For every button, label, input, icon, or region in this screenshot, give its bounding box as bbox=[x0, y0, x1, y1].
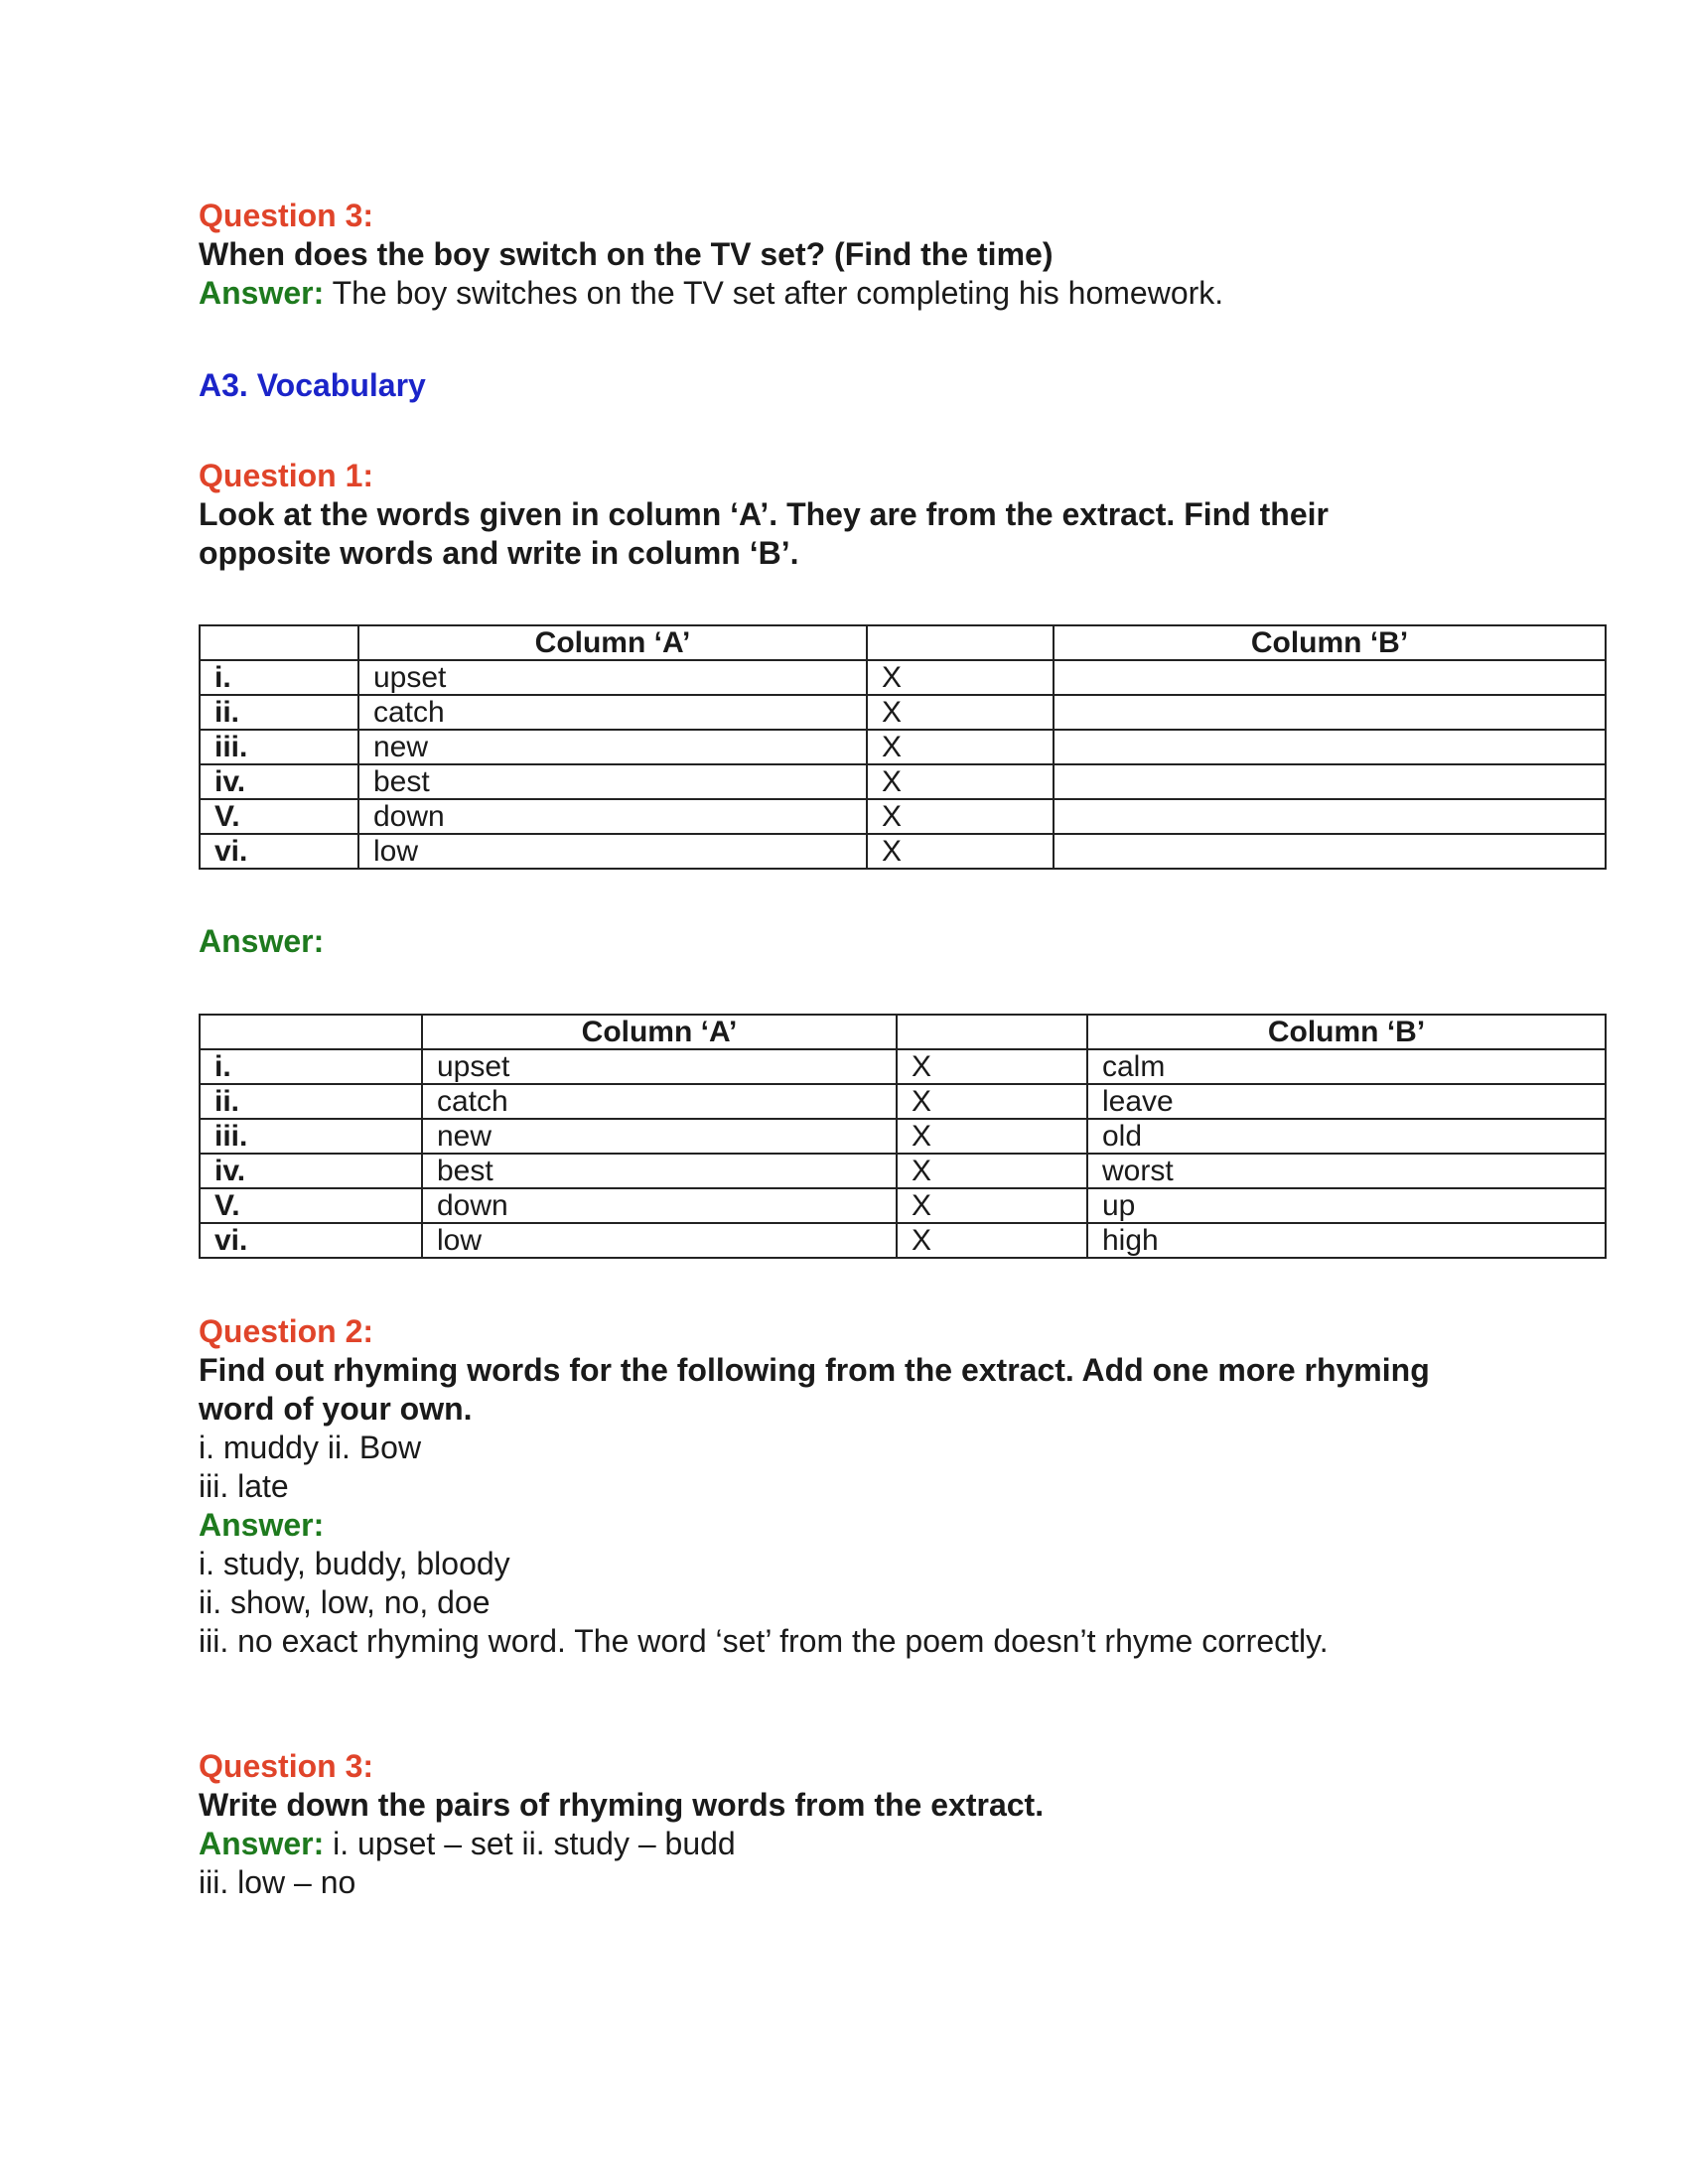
row-number: vi. bbox=[200, 1223, 422, 1258]
opposite-mark: X bbox=[897, 1119, 1087, 1154]
header-cell bbox=[200, 1015, 422, 1049]
opposite-mark: X bbox=[867, 730, 1054, 764]
question-text-line-2: word of your own. bbox=[199, 1391, 473, 1427]
opposite-mark: X bbox=[897, 1084, 1087, 1119]
opposite-mark: X bbox=[867, 695, 1054, 730]
row-number: ii. bbox=[200, 695, 358, 730]
opposite-mark: X bbox=[897, 1154, 1087, 1188]
answer-text: The boy switches on the TV set after completing his homework. bbox=[324, 275, 1224, 311]
column-a-word: low bbox=[358, 834, 867, 869]
opposite-mark: X bbox=[897, 1049, 1087, 1084]
column-a-word: best bbox=[422, 1154, 897, 1188]
section-title: A3. Vocabulary bbox=[199, 367, 426, 403]
table-header-row bbox=[200, 1015, 1606, 1049]
header-column-b: Column ‘B’ bbox=[1054, 625, 1606, 660]
question-label: Question 3: bbox=[199, 1748, 374, 1784]
table-row bbox=[200, 730, 1606, 764]
row-number: iv. bbox=[200, 764, 358, 799]
question-text-line-1: Look at the words given in column ‘A’. They are from the extract. Find their bbox=[199, 496, 1329, 532]
answer-label: Answer: bbox=[199, 1826, 325, 1861]
answer-line-2: iii. low – no bbox=[199, 1864, 356, 1900]
table-row bbox=[200, 1084, 1606, 1119]
row-number: i. bbox=[200, 660, 358, 695]
column-a-word: down bbox=[358, 799, 867, 834]
question-text-line-2: opposite words and write in column ‘B’. bbox=[199, 535, 799, 571]
header-cell bbox=[897, 1015, 1087, 1049]
column-a-word: low bbox=[422, 1223, 897, 1258]
answer-line-1 bbox=[199, 1825, 1589, 1863]
row-number: vi. bbox=[200, 834, 358, 869]
column-a-word: upset bbox=[358, 660, 867, 695]
column-a-word: best bbox=[358, 764, 867, 799]
question-label: Question 3: bbox=[199, 198, 374, 233]
row-number: V. bbox=[200, 799, 358, 834]
opposite-mark: X bbox=[897, 1188, 1087, 1223]
table-row bbox=[200, 799, 1606, 834]
question-text-line-1: Find out rhyming words for the following from the extract. Add one more rhyming bbox=[199, 1352, 1430, 1388]
row-number: iii. bbox=[200, 1119, 422, 1154]
table-header-row bbox=[200, 625, 1606, 660]
answer-table bbox=[199, 1014, 1607, 1259]
answer-line bbox=[199, 274, 1589, 313]
header-column-b: Column ‘B’ bbox=[1087, 1015, 1606, 1049]
question-label: Question 2: bbox=[199, 1313, 374, 1349]
column-b-word bbox=[1054, 660, 1606, 695]
opposite-mark: X bbox=[867, 799, 1054, 834]
column-b-word bbox=[1054, 834, 1606, 869]
column-b-word bbox=[1054, 799, 1606, 834]
header-cell bbox=[867, 625, 1054, 660]
question-text: Write down the pairs of rhyming words from the extract. bbox=[199, 1787, 1045, 1823]
header-cell bbox=[200, 625, 358, 660]
row-number: iii. bbox=[200, 730, 358, 764]
answer-label: Answer: bbox=[199, 1507, 325, 1543]
question-1 bbox=[199, 457, 1589, 573]
question-text: When does the boy switch on the TV set? (Find the time) bbox=[199, 236, 1054, 272]
vocabulary-table bbox=[199, 624, 1607, 870]
row-number: iv. bbox=[200, 1154, 422, 1188]
answer-label: Answer: bbox=[199, 275, 325, 311]
row-number: ii. bbox=[200, 1084, 422, 1119]
column-b-word: high bbox=[1087, 1223, 1606, 1258]
column-b-word: worst bbox=[1087, 1154, 1606, 1188]
column-b-word bbox=[1054, 764, 1606, 799]
column-b-word bbox=[1054, 730, 1606, 764]
header-column-a: Column ‘A’ bbox=[422, 1015, 897, 1049]
column-a-word: new bbox=[422, 1119, 897, 1154]
item-line-1: i. muddy ii. Bow bbox=[199, 1430, 422, 1465]
table-row bbox=[200, 695, 1606, 730]
column-a-word: upset bbox=[422, 1049, 897, 1084]
question-3-bottom bbox=[199, 1747, 1589, 1902]
item-line-2: iii. late bbox=[199, 1468, 289, 1504]
question-3-top bbox=[199, 197, 1589, 313]
row-number: V. bbox=[200, 1188, 422, 1223]
answer-line-1: i. study, buddy, bloody bbox=[199, 1546, 510, 1581]
section-heading bbox=[199, 366, 1589, 405]
question-label: Question 1: bbox=[199, 458, 374, 493]
table-row bbox=[200, 1154, 1606, 1188]
question-2 bbox=[199, 1312, 1589, 1661]
opposite-mark: X bbox=[867, 834, 1054, 869]
opposite-mark: X bbox=[897, 1223, 1087, 1258]
column-a-word: new bbox=[358, 730, 867, 764]
column-b-word: up bbox=[1087, 1188, 1606, 1223]
table-row bbox=[200, 834, 1606, 869]
opposite-mark: X bbox=[867, 764, 1054, 799]
column-a-word: catch bbox=[422, 1084, 897, 1119]
header-column-a: Column ‘A’ bbox=[358, 625, 867, 660]
answer-line-3: iii. no exact rhyming word. The word ‘set’ from the poem doesn’t rhyme correctly. bbox=[199, 1623, 1329, 1659]
table-row bbox=[200, 1119, 1606, 1154]
answer-line-2: ii. show, low, no, doe bbox=[199, 1584, 491, 1620]
column-a-word: catch bbox=[358, 695, 867, 730]
row-number: i. bbox=[200, 1049, 422, 1084]
table-row bbox=[200, 764, 1606, 799]
column-b-word: old bbox=[1087, 1119, 1606, 1154]
table-row bbox=[200, 660, 1606, 695]
table-row bbox=[200, 1049, 1606, 1084]
column-b-word bbox=[1054, 695, 1606, 730]
column-b-word: calm bbox=[1087, 1049, 1606, 1084]
table-row bbox=[200, 1223, 1606, 1258]
column-a-word: down bbox=[422, 1188, 897, 1223]
column-b-word: leave bbox=[1087, 1084, 1606, 1119]
answer-text: i. upset – set ii. study – budd bbox=[324, 1826, 736, 1861]
answer-label: Answer: bbox=[199, 923, 325, 959]
answer-heading bbox=[199, 922, 1589, 961]
table-row bbox=[200, 1188, 1606, 1223]
opposite-mark: X bbox=[867, 660, 1054, 695]
